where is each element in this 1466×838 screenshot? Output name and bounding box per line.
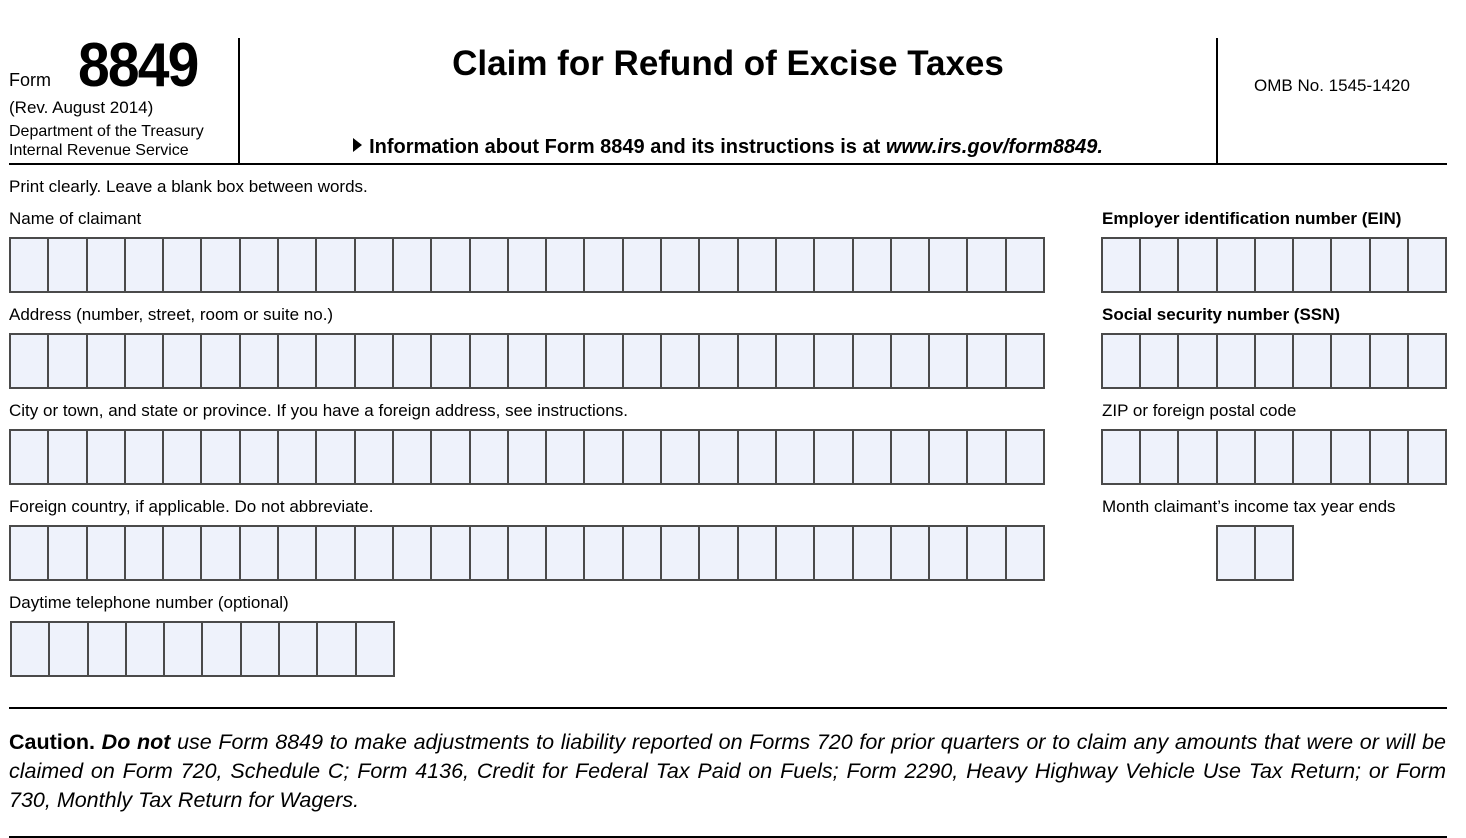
- zip-label: ZIP or foreign postal code: [1102, 401, 1297, 420]
- city-label: City or town, and state or province. If you have a foreign address, see instructions.: [9, 401, 628, 420]
- character-box[interactable]: [1103, 431, 1141, 483]
- character-box[interactable]: [854, 431, 892, 483]
- character-box[interactable]: [203, 623, 241, 675]
- character-box[interactable]: [394, 527, 432, 579]
- character-box[interactable]: [394, 239, 432, 291]
- caution-rule-top: [9, 707, 1447, 709]
- character-box[interactable]: [624, 527, 662, 579]
- character-box[interactable]: [815, 335, 853, 387]
- form-revision: (Rev. August 2014): [9, 98, 154, 117]
- character-box[interactable]: [777, 431, 815, 483]
- character-box[interactable]: [892, 335, 930, 387]
- header-rule: [9, 163, 1447, 165]
- character-box[interactable]: [280, 623, 318, 675]
- character-box[interactable]: [662, 335, 700, 387]
- phone-label: Daytime telephone number (optional): [9, 593, 289, 612]
- character-box[interactable]: [547, 335, 585, 387]
- character-box[interactable]: [739, 335, 777, 387]
- character-box[interactable]: [126, 527, 164, 579]
- omb-number: OMB No. 1545-1420: [1254, 76, 1410, 95]
- character-box[interactable]: [279, 239, 317, 291]
- character-box[interactable]: [1179, 239, 1217, 291]
- character-box[interactable]: [1332, 239, 1370, 291]
- character-box[interactable]: [88, 335, 126, 387]
- character-box[interactable]: [241, 239, 279, 291]
- caution-notice: [9, 728, 1446, 815]
- name-input[interactable]: [9, 237, 1045, 293]
- character-box[interactable]: [739, 431, 777, 483]
- character-box[interactable]: [1256, 239, 1294, 291]
- character-box[interactable]: [662, 527, 700, 579]
- character-box[interactable]: [739, 527, 777, 579]
- country-label: Foreign country, if applicable. Do not abbreviate.: [9, 497, 374, 516]
- character-box[interactable]: [662, 239, 700, 291]
- character-box[interactable]: [432, 527, 470, 579]
- character-box[interactable]: [471, 527, 509, 579]
- name-label: Name of claimant: [9, 209, 142, 228]
- character-box[interactable]: [202, 239, 240, 291]
- character-box[interactable]: [777, 527, 815, 579]
- character-box[interactable]: [1256, 527, 1292, 579]
- character-box[interactable]: [930, 431, 968, 483]
- character-box[interactable]: [164, 527, 202, 579]
- info-text: Information about Form 8849 and its instructions is at: [369, 136, 886, 158]
- character-box[interactable]: [700, 239, 738, 291]
- character-box[interactable]: [471, 239, 509, 291]
- info-line: [240, 136, 1216, 159]
- character-box[interactable]: [1409, 239, 1445, 291]
- city-input[interactable]: [9, 429, 1045, 485]
- zip-input[interactable]: [1101, 429, 1447, 485]
- character-box[interactable]: [11, 335, 49, 387]
- character-box[interactable]: [777, 239, 815, 291]
- character-box[interactable]: [202, 527, 240, 579]
- character-box[interactable]: [585, 335, 623, 387]
- character-box[interactable]: [1103, 239, 1141, 291]
- character-box[interactable]: [815, 431, 853, 483]
- character-box[interactable]: [126, 431, 164, 483]
- character-box[interactable]: [11, 431, 49, 483]
- caution-lead: Caution.: [9, 730, 95, 754]
- character-box[interactable]: [1179, 335, 1217, 387]
- character-box[interactable]: [585, 239, 623, 291]
- character-box[interactable]: [126, 239, 164, 291]
- address-input[interactable]: [9, 333, 1045, 389]
- instruction-text: Print clearly. Leave a blank box between words.: [9, 177, 368, 196]
- character-box[interactable]: [241, 431, 279, 483]
- address-label: Address (number, street, room or suite no.): [9, 305, 334, 324]
- character-box[interactable]: [127, 623, 165, 675]
- character-box[interactable]: [356, 527, 394, 579]
- character-box[interactable]: [930, 335, 968, 387]
- header-divider-right: [1216, 38, 1218, 164]
- character-box[interactable]: [1007, 335, 1043, 387]
- character-box[interactable]: [1007, 431, 1043, 483]
- character-box[interactable]: [1218, 239, 1256, 291]
- character-box[interactable]: [700, 335, 738, 387]
- agency-block: [9, 122, 204, 160]
- character-box[interactable]: [1409, 335, 1445, 387]
- character-box[interactable]: [317, 335, 355, 387]
- character-box[interactable]: [1141, 239, 1179, 291]
- character-box[interactable]: [432, 431, 470, 483]
- character-box[interactable]: [164, 239, 202, 291]
- character-box[interactable]: [624, 335, 662, 387]
- character-box[interactable]: [317, 431, 355, 483]
- character-box[interactable]: [930, 239, 968, 291]
- character-box[interactable]: [49, 239, 87, 291]
- character-box[interactable]: [968, 431, 1006, 483]
- character-box[interactable]: [357, 623, 393, 675]
- character-box[interactable]: [1371, 239, 1409, 291]
- character-box[interactable]: [968, 335, 1006, 387]
- department-name: Department of the Treasury: [9, 123, 204, 140]
- character-box[interactable]: [1103, 335, 1141, 387]
- character-box[interactable]: [585, 431, 623, 483]
- ssn-input[interactable]: [1101, 333, 1447, 389]
- character-box[interactable]: [356, 335, 394, 387]
- character-box[interactable]: [241, 527, 279, 579]
- ssn-label: Social security number (SSN): [1102, 305, 1341, 324]
- arrow-right-icon: [353, 138, 362, 152]
- agency-name: Internal Revenue Service: [9, 142, 189, 159]
- character-box[interactable]: [471, 335, 509, 387]
- caution-emphasis: Do not: [101, 730, 171, 754]
- character-box[interactable]: [279, 431, 317, 483]
- character-box[interactable]: [202, 431, 240, 483]
- character-box[interactable]: [700, 527, 738, 579]
- character-box[interactable]: [279, 335, 317, 387]
- character-box[interactable]: [1332, 431, 1370, 483]
- character-box[interactable]: [49, 527, 87, 579]
- character-box[interactable]: [509, 527, 547, 579]
- character-box[interactable]: [1179, 431, 1217, 483]
- character-box[interactable]: [1294, 335, 1332, 387]
- character-box[interactable]: [317, 527, 355, 579]
- character-box[interactable]: [1294, 239, 1332, 291]
- phone-input[interactable]: [10, 621, 395, 677]
- character-box[interactable]: [317, 239, 355, 291]
- character-box[interactable]: [815, 527, 853, 579]
- character-box[interactable]: [1332, 335, 1370, 387]
- character-box[interactable]: [394, 431, 432, 483]
- character-box[interactable]: [318, 623, 356, 675]
- character-box[interactable]: [50, 623, 88, 675]
- character-box[interactable]: [509, 335, 547, 387]
- character-box[interactable]: [1141, 431, 1179, 483]
- character-box[interactable]: [1218, 527, 1256, 579]
- character-box[interactable]: [585, 527, 623, 579]
- character-box[interactable]: [12, 623, 50, 675]
- character-box[interactable]: [89, 623, 127, 675]
- country-input[interactable]: [9, 525, 1045, 581]
- character-box[interactable]: [1256, 431, 1294, 483]
- character-box[interactable]: [432, 239, 470, 291]
- info-url[interactable]: www.irs.gov/form8849.: [885, 136, 1103, 158]
- character-box[interactable]: [930, 527, 968, 579]
- character-box[interactable]: [1371, 335, 1409, 387]
- character-box[interactable]: [202, 335, 240, 387]
- ein-label: Employer identification number (EIN): [1102, 209, 1402, 228]
- character-box[interactable]: [1007, 239, 1043, 291]
- character-box[interactable]: [1007, 527, 1043, 579]
- page-title: Claim for Refund of Excise Taxes: [452, 44, 1004, 83]
- character-box[interactable]: [547, 527, 585, 579]
- character-box[interactable]: [624, 431, 662, 483]
- character-box[interactable]: [356, 239, 394, 291]
- character-box[interactable]: [547, 239, 585, 291]
- character-box[interactable]: [432, 335, 470, 387]
- character-box[interactable]: [892, 431, 930, 483]
- character-box[interactable]: [509, 431, 547, 483]
- character-box[interactable]: [968, 239, 1006, 291]
- character-box[interactable]: [547, 431, 585, 483]
- month-input[interactable]: [1216, 525, 1294, 581]
- character-box[interactable]: [241, 335, 279, 387]
- character-box[interactable]: [854, 335, 892, 387]
- character-box[interactable]: [1218, 335, 1256, 387]
- character-box[interactable]: [739, 239, 777, 291]
- character-box[interactable]: [854, 527, 892, 579]
- character-box[interactable]: [242, 623, 280, 675]
- character-box[interactable]: [88, 239, 126, 291]
- character-box[interactable]: [509, 239, 547, 291]
- character-box[interactable]: [88, 431, 126, 483]
- character-box[interactable]: [700, 431, 738, 483]
- character-box[interactable]: [164, 431, 202, 483]
- character-box[interactable]: [854, 239, 892, 291]
- character-box[interactable]: [11, 239, 49, 291]
- character-box[interactable]: [1256, 335, 1294, 387]
- character-box[interactable]: [49, 335, 87, 387]
- character-box[interactable]: [1218, 431, 1256, 483]
- character-box[interactable]: [279, 527, 317, 579]
- character-box[interactable]: [164, 335, 202, 387]
- character-box[interactable]: [11, 527, 49, 579]
- character-box[interactable]: [356, 431, 394, 483]
- character-box[interactable]: [892, 527, 930, 579]
- character-box[interactable]: [165, 623, 203, 675]
- month-label: Month claimant’s income tax year ends: [1102, 497, 1396, 516]
- character-box[interactable]: [1409, 431, 1445, 483]
- form-label: Form: [9, 70, 51, 90]
- character-box[interactable]: [88, 527, 126, 579]
- character-box[interactable]: [1141, 335, 1179, 387]
- character-box[interactable]: [126, 335, 164, 387]
- caution-text: use Form 8849 to make adjustments to liability reported on Forms 720 for prior quarters or to claim any amounts that were or will be claimed on Form 720, Schedule C; Form 4136, Credit for Federal Tax Paid on Fuels; Form 2290, Heavy Highway Vehicle Use Tax Return; or Form 730, Monthly Tax Return for Wagers.: [9, 730, 1446, 812]
- character-box[interactable]: [1294, 431, 1332, 483]
- character-box[interactable]: [471, 431, 509, 483]
- ein-input[interactable]: [1101, 237, 1447, 293]
- form-number: 8849: [78, 31, 198, 100]
- character-box[interactable]: [968, 527, 1006, 579]
- character-box[interactable]: [777, 335, 815, 387]
- character-box[interactable]: [624, 239, 662, 291]
- character-box[interactable]: [1371, 431, 1409, 483]
- character-box[interactable]: [815, 239, 853, 291]
- character-box[interactable]: [394, 335, 432, 387]
- character-box[interactable]: [662, 431, 700, 483]
- character-box[interactable]: [49, 431, 87, 483]
- character-box[interactable]: [892, 239, 930, 291]
